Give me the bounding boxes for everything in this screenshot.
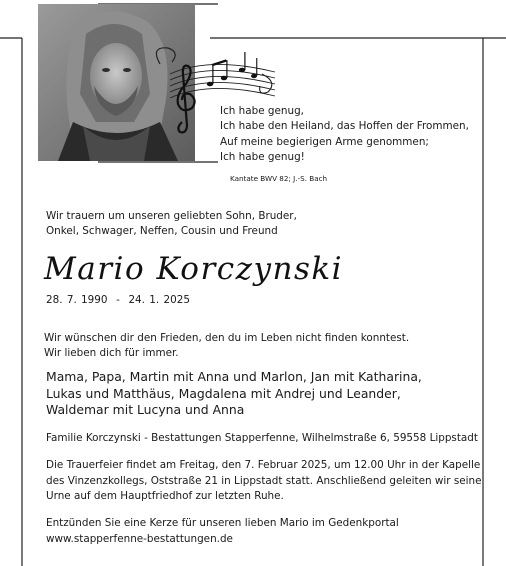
funeral-line: des Vinzenzkollegs, Oststraße 21 in Lippstadt statt. Anschließend geleiten wir seine xyxy=(46,474,482,487)
wish-line: Wir wünschen dir den Frieden, den du im Leben nicht finden konntest. xyxy=(44,332,410,344)
funeral-info xyxy=(46,458,482,505)
bach-quote xyxy=(220,104,490,165)
mourning-intro xyxy=(46,209,297,239)
mourners-list xyxy=(46,369,422,419)
farewell-wish xyxy=(44,331,409,361)
quote-line: Ich habe genug, xyxy=(220,105,304,117)
funeral-line: Urne auf dem Hauptfriedhof zur letzten Ruhe. xyxy=(46,490,284,502)
life-dates: 28. 7. 1990 - 24. 1. 2025 xyxy=(46,294,190,306)
mourners-line: Mama, Papa, Martin mit Anna und Marlon, Jan mit Katharina, xyxy=(46,369,422,384)
intro-line: Wir trauern um unseren geliebten Sohn, Bruder, xyxy=(46,210,297,222)
portal-link[interactable]: www.stapperfenne-bestattungen.de xyxy=(46,532,233,545)
quote-line: Auf meine begierigen Arme genommen; xyxy=(220,135,429,148)
wish-line: Wir lieben dich für immer. xyxy=(44,347,179,359)
memorial-portal xyxy=(46,516,399,547)
intro-line: Onkel, Schwager, Neffen, Cousin und Freund xyxy=(46,225,278,237)
family-address: Familie Korczynski - Bestattungen Stapperfenne, Wilhelmstraße 6, 59558 Lippstadt xyxy=(46,432,478,444)
deceased-name: Mario Korczynski xyxy=(44,251,344,287)
funeral-line: Die Trauerfeier findet am Freitag, den 7. Februar 2025, um 12.00 Uhr in der Kapelle xyxy=(46,459,481,471)
mourners-line: Waldemar mit Lucyna und Anna xyxy=(46,402,245,418)
quote-line: Ich habe den Heiland, das Hoffen der Frommen, xyxy=(220,120,469,133)
quote-line: Ich habe genug! xyxy=(220,150,305,163)
quote-source: Kantate BWV 82; J.-S. Bach xyxy=(230,174,328,183)
mourners-line: Lukas und Matthäus, Magdalena mit Andrej und Leander, xyxy=(46,385,401,401)
portal-text: Entzünden Sie eine Kerze für unseren lieben Mario im Gedenkportal xyxy=(46,517,399,529)
